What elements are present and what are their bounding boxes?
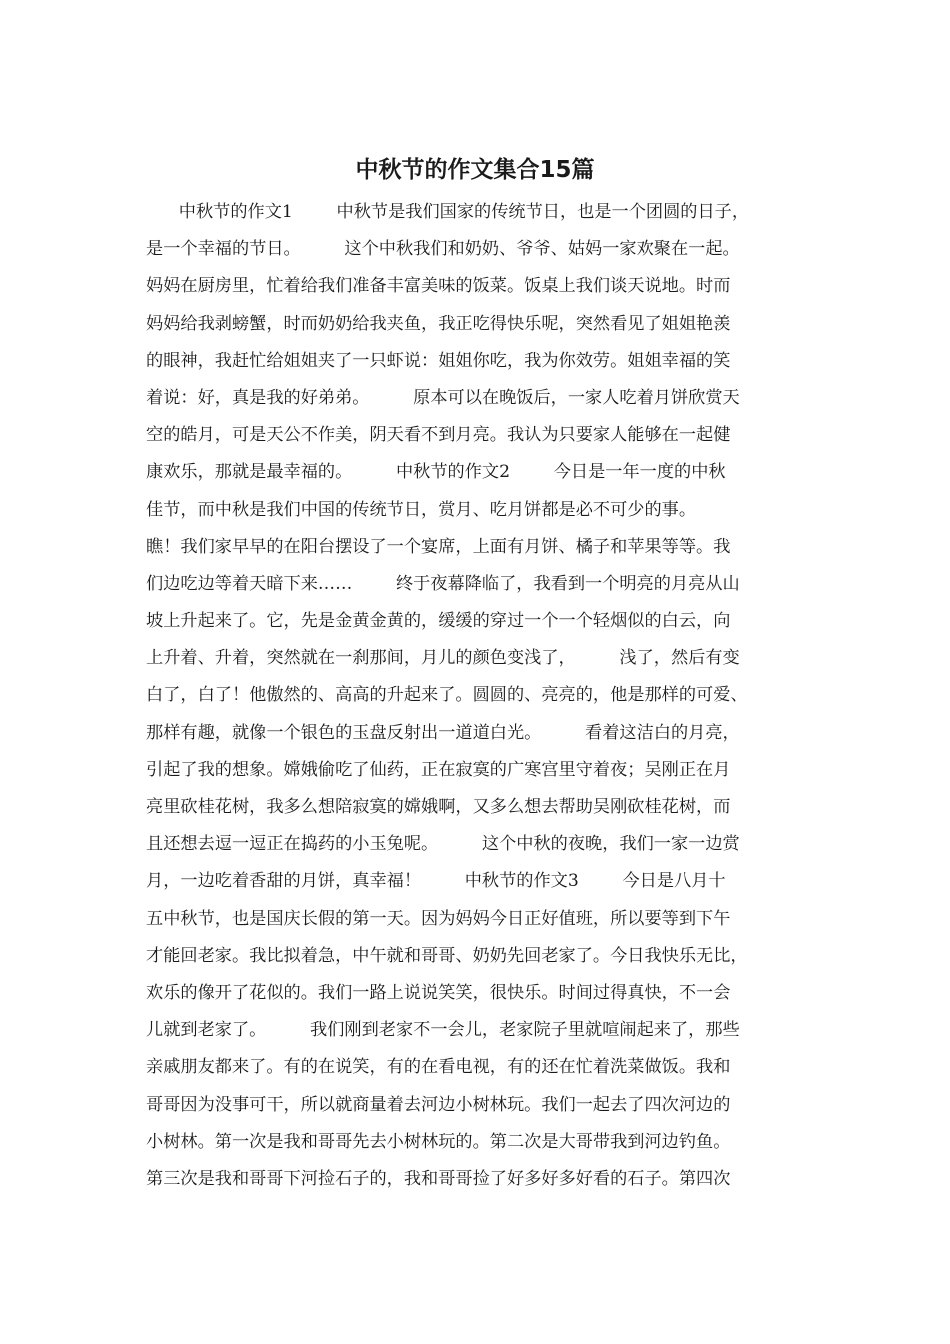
body-line: 五中秋节，也是国庆长假的第一天。因为妈妈今日正好值班，所以要等到下午 — [146, 908, 731, 929]
body-line: 亲戚朋友都来了。有的在说笑，有的在看电视，有的还在忙着洗菜做饭。我和 — [146, 1057, 731, 1078]
body-line: 才能回老家。我比拟着急，中午就和哥哥、奶奶先回老家了。今日我快乐无比， — [146, 945, 748, 966]
body-line: 康欢乐，那就是最幸福的。 中秋节的作文2 今日是一年一度的中秋 — [146, 462, 726, 483]
body-line: 佳节，而中秋是我们中国的传统节日，赏月、吃月饼都是必不可少的事。 — [146, 499, 697, 520]
body-line: 妈妈给我剥螃蟹，时而奶奶给我夹鱼，我正吃得快乐呢，突然看见了姐姐艳羡 — [146, 313, 731, 334]
body-line: 哥哥因为没事可干，所以就商量着去河边小树林玩。我们一起去了四次河边的 — [146, 1094, 731, 1115]
body-line: 那样有趣，就像一个银色的玉盘反射出一道道白光。 看着这洁白的月亮， — [146, 722, 740, 743]
body-line: 坡上升起来了。它，先是金黄金黄的，缓缓的穿过一个一个轻烟似的白云，向 — [146, 611, 731, 632]
body-line: 是一个幸福的节日。 这个中秋我们和奶奶、爷爷、姑妈一家欢聚在一起。 — [146, 239, 740, 260]
body-line: 月，一边吃着香甜的月饼，真幸福！ 中秋节的作文3 今日是八月十 — [146, 871, 726, 892]
body-line: 瞧！我们家早早的在阳台摆设了一个宴席，上面有月饼、橘子和苹果等等。我 — [146, 536, 731, 557]
body-line: 儿就到老家了。 我们刚到老家不一会儿，老家院子里就喧闹起来了，那些 — [146, 1020, 740, 1041]
body-line: 妈妈在厨房里，忙着给我们准备丰富美味的饭菜。饭桌上我们谈天说地。时而 — [146, 276, 731, 297]
body-line: 第三次是我和哥哥下河捡石子的，我和哥哥捡了好多好多好看的石子。第四次 — [146, 1168, 731, 1189]
body-line: 上升着、升着，突然就在一刹那间，月儿的颜色变浅了， 浅了，然后有变 — [146, 648, 740, 669]
body-line: 空的皓月，可是天公不作美，阴天看不到月亮。我认为只要家人能够在一起健 — [146, 425, 731, 446]
body-line: 着说：好，真是我的好弟弟。 原本可以在晚饭后，一家人吃着月饼欣赏天 — [146, 387, 740, 408]
body-line: 的眼神，我赶忙给姐姐夹了一只虾说：姐姐你吃，我为你效劳。姐姐幸福的笑 — [146, 350, 731, 371]
body-line: 们边吃边等着天暗下来…… 终于夜幕降临了，我看到一个明亮的月亮从山 — [146, 573, 740, 594]
body-line: 欢乐的像开了花似的。我们一路上说说笑笑，很快乐。时间过得真快，不一会 — [146, 982, 731, 1003]
body-line: 白了，白了！他傲然的、高高的升起来了。圆圆的、亮亮的，他是那样的可爱、 — [146, 685, 748, 706]
body-line: 中秋节的作文1 中秋节是我们国家的传统节日，也是一个团圆的日子， — [146, 202, 750, 222]
body-line: 亮里砍桂花树，我多么想陪寂寞的嫦娥啊，又多么想去帮助吴刚砍桂花树，而 — [146, 797, 731, 817]
body-line: 且还想去逗一逗正在捣药的小玉兔呢。 这个中秋的夜晚，我们一家一边赏 — [146, 834, 740, 855]
body-line: 小树林。第一次是我和哥哥先去小树林玩的。第二次是大哥带我到河边钓鱼。 — [146, 1131, 731, 1152]
body-line: 引起了我的想象。嫦娥偷吃了仙药，正在寂寞的广寒宫里守着夜；吴刚正在月 — [146, 759, 731, 780]
document-body — [146, 194, 826, 1198]
document-title: 中秋节的作文集合15篇 — [355, 157, 595, 183]
